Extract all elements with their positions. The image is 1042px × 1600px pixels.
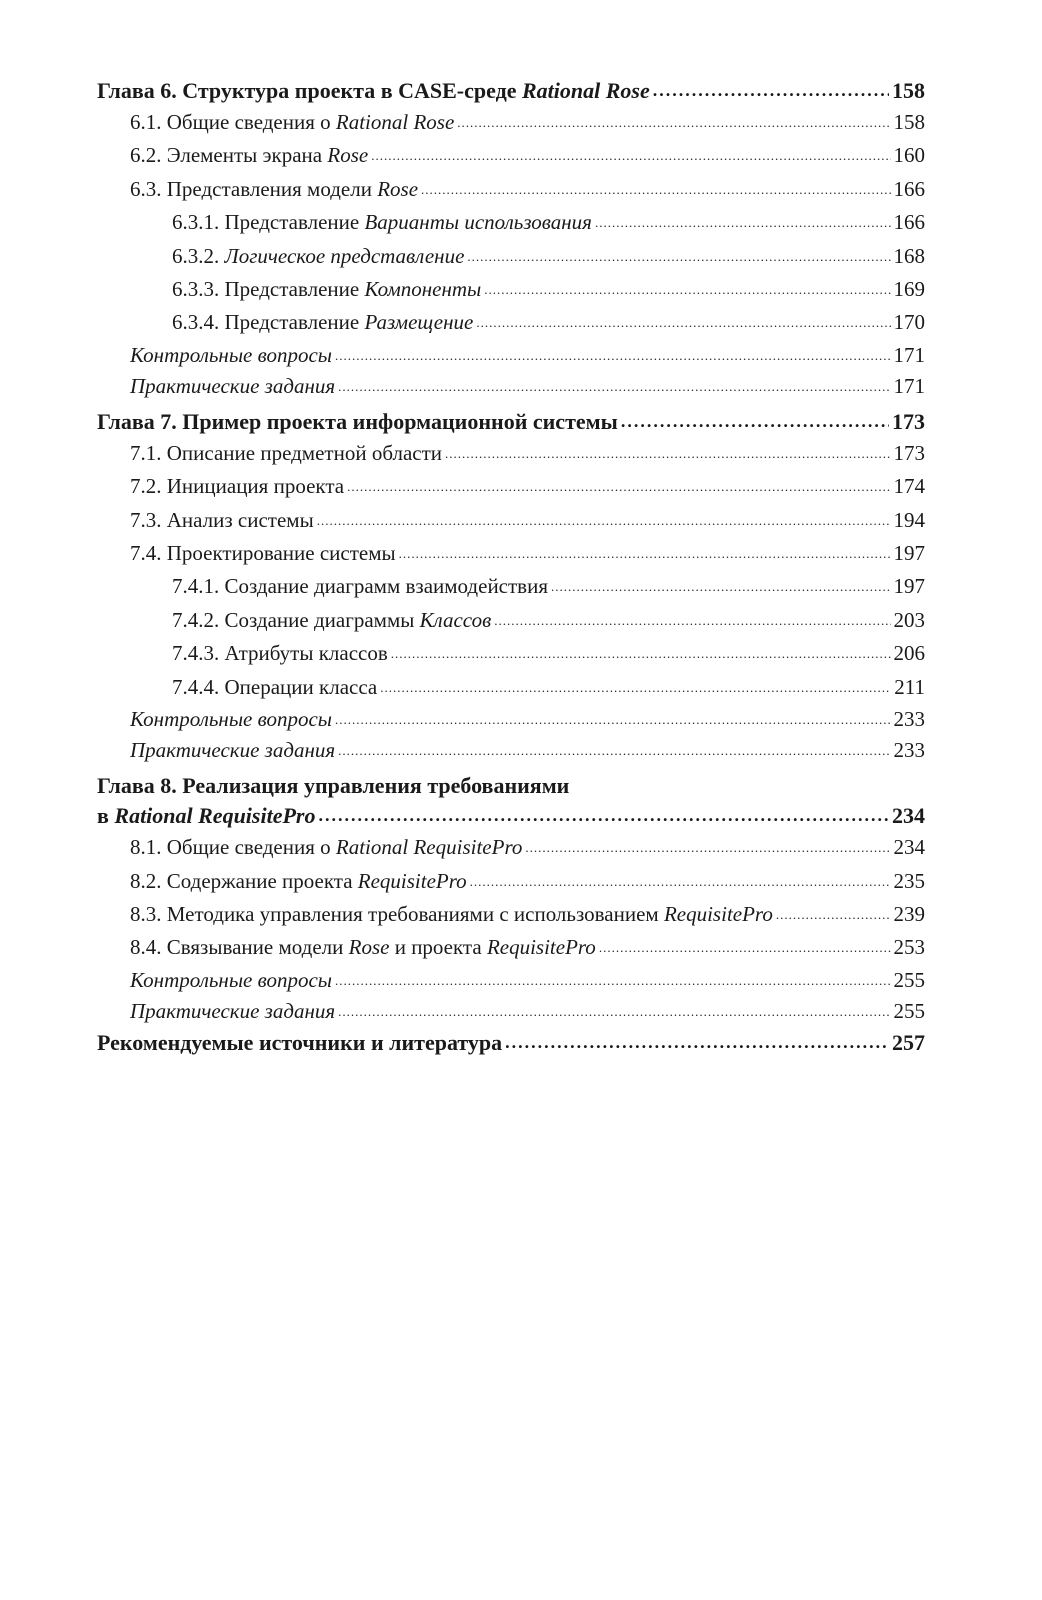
toc-page-number: 239: [893, 901, 925, 926]
dot-leader: [551, 569, 891, 602]
toc-page-number: 233: [893, 738, 925, 763]
toc-entry-title: 8.2. Содержание проекта RequisitePro: [130, 868, 467, 893]
toc-section-7-3[interactable]: [97, 505, 925, 538]
toc-questions-8[interactable]: [97, 966, 925, 997]
toc-page-number: 166: [893, 210, 925, 235]
dot-leader: [484, 272, 890, 305]
toc-entry-title: Глава 6. Структура проекта в CASE-среде Rational Rose: [97, 78, 650, 103]
toc-entry-title: 7.4.2. Создание диаграммы Классов: [172, 607, 492, 632]
toc-page-number: 160: [893, 143, 925, 168]
toc-section-7-4-1[interactable]: [97, 571, 925, 604]
dot-leader: [476, 305, 890, 338]
toc-page-number: 166: [893, 176, 925, 201]
toc-section-8-1[interactable]: [97, 832, 925, 865]
toc-chapter-8-title[interactable]: Глава 8. Реализация управления требованиями: [97, 773, 570, 799]
toc-entry-title: 6.1. Общие сведения о Rational Rose: [130, 110, 455, 134]
toc-page-number: 158: [893, 110, 925, 134]
toc-entry-title: Практические задания: [130, 373, 336, 398]
toc-page-number: 234: [893, 835, 925, 860]
toc-entry-title: 6.3.1. Представление Варианты использования: [172, 210, 592, 235]
toc-page-number: 206: [893, 641, 925, 666]
toc-page-number: 158: [892, 78, 925, 103]
toc-section-7-4-4[interactable]: [97, 672, 925, 705]
toc-entry-title: 7.4. Проектирование системы: [130, 541, 396, 566]
toc-entry-title: Рекомендуемые источники и литература: [97, 1029, 503, 1055]
toc-tasks-7[interactable]: [97, 736, 925, 767]
dot-leader: [421, 172, 890, 205]
toc-literature[interactable]: [97, 1028, 925, 1059]
toc-page-number: 257: [892, 1029, 925, 1055]
toc-chapter-8[interactable]: [97, 801, 925, 832]
toc-tasks-6[interactable]: [97, 372, 925, 403]
toc-chapter-6[interactable]: [97, 76, 925, 107]
toc-section-6-3-1[interactable]: [97, 207, 925, 240]
dot-leader: [347, 469, 890, 502]
dot-leader: [335, 964, 890, 995]
toc-section-7-4-3[interactable]: [97, 638, 925, 671]
toc-entry-title: Глава 7. Пример проекта информационной системы: [97, 408, 618, 434]
dot-leader: [338, 734, 890, 765]
toc-page-number: 170: [893, 310, 925, 335]
dot-leader: [335, 339, 890, 370]
toc-page-number: 174: [893, 474, 925, 499]
toc-page-number: 255: [893, 998, 925, 1023]
dot-leader: [525, 830, 890, 863]
toc-entry-title: 7.3. Анализ системы: [130, 507, 314, 532]
dot-leader: [467, 239, 890, 272]
toc-page-number: 235: [893, 868, 925, 893]
toc-entry-title: 7.4.4. Операции класса: [172, 674, 378, 699]
toc-section-7-4[interactable]: [97, 538, 925, 571]
toc-section-7-1[interactable]: [97, 438, 925, 471]
toc-entry-title: 6.3.4. Представление Размещение: [172, 310, 474, 335]
table-of-contents: [97, 76, 925, 1059]
toc-entry-title: 8.1. Общие сведения о Rational RequisitePro: [130, 835, 523, 860]
dot-leader: [338, 370, 890, 401]
toc-page-number: 194: [893, 507, 925, 532]
toc-section-6-2[interactable]: [97, 140, 925, 173]
toc-page-number: 168: [893, 243, 925, 268]
toc-questions-6[interactable]: [97, 341, 925, 372]
toc-section-6-3-2[interactable]: [97, 241, 925, 274]
dot-leader: [595, 205, 891, 238]
dot-leader: [599, 930, 891, 963]
dot-leader: [371, 138, 890, 171]
toc-entry-title: в Rational RequisitePro: [97, 803, 316, 829]
toc-section-6-1[interactable]: [97, 107, 925, 140]
toc-entry-title: Контрольные вопросы: [130, 967, 333, 992]
toc-page-number: 197: [893, 541, 925, 566]
toc-entry-title: 8.4. Связывание модели Rose и проекта RequisitePro: [130, 935, 596, 960]
toc-entry-title: Практические задания: [130, 998, 336, 1023]
dot-leader: [445, 436, 890, 469]
dot-leader: [776, 897, 891, 930]
toc-section-6-3-4[interactable]: [97, 307, 925, 340]
toc-page-number: 233: [893, 707, 925, 732]
toc-section-7-4-2[interactable]: [97, 605, 925, 638]
toc-entry-title: 6.3.3. Представление Компоненты: [172, 277, 482, 302]
toc-entry-title: 7.2. Инициация проекта: [130, 474, 345, 499]
toc-entry-title: 7.4.1. Создание диаграмм взаимодействия: [172, 574, 548, 599]
dot-leader: [494, 603, 890, 636]
dot-leader: [470, 864, 891, 897]
dot-leader: [391, 636, 891, 669]
toc-page-number: 173: [893, 440, 925, 465]
toc-page-number: 171: [893, 342, 925, 367]
toc-entry-title: 8.3. Методика управления требованиями с использованием RequisitePro: [130, 901, 773, 926]
dot-leader: [317, 503, 891, 536]
toc-entry-title: 7.1. Описание предметной области: [130, 440, 443, 465]
toc-entry-title: Контрольные вопросы: [130, 707, 333, 732]
dot-leader: [653, 74, 889, 105]
toc-page-number: 203: [893, 607, 925, 632]
toc-section-8-2[interactable]: [97, 866, 925, 899]
dot-leader: [380, 670, 891, 703]
toc-page-number: 234: [892, 803, 925, 829]
toc-page-number: 169: [893, 277, 925, 302]
toc-page-number: 211: [894, 674, 925, 699]
dot-leader: [399, 536, 891, 569]
toc-entry-title: 6.3. Представления модели Rose: [130, 176, 419, 201]
toc-entry-title: 7.4.3. Атрибуты классов: [172, 641, 388, 666]
toc-page-number: 253: [893, 935, 925, 960]
toc-section-6-3-3[interactable]: [97, 274, 925, 307]
dot-leader: [318, 799, 889, 830]
dot-leader: [338, 995, 890, 1026]
toc-questions-7[interactable]: [97, 705, 925, 736]
toc-page-number: 173: [892, 408, 925, 434]
toc-page-number: 255: [893, 967, 925, 992]
toc-chapter-7[interactable]: [97, 407, 925, 438]
toc-page-number: 197: [893, 574, 925, 599]
toc-section-8-3[interactable]: [97, 899, 925, 932]
toc-entry-title: Практические задания: [130, 738, 336, 763]
dot-leader: [621, 405, 889, 436]
toc-entry-title: Контрольные вопросы: [130, 342, 333, 367]
toc-section-8-4[interactable]: [97, 932, 925, 965]
dot-leader: [505, 1026, 889, 1057]
toc-section-6-3[interactable]: [97, 174, 925, 207]
toc-page-number: 171: [893, 373, 925, 398]
dot-leader: [335, 703, 890, 734]
toc-tasks-8[interactable]: [97, 997, 925, 1028]
toc-section-7-2[interactable]: [97, 471, 925, 504]
toc-entry-title: 6.3.2. Логическое представление: [172, 243, 465, 268]
dot-leader: [457, 105, 890, 138]
toc-entry-title: 6.2. Элементы экрана Rose: [130, 143, 369, 168]
